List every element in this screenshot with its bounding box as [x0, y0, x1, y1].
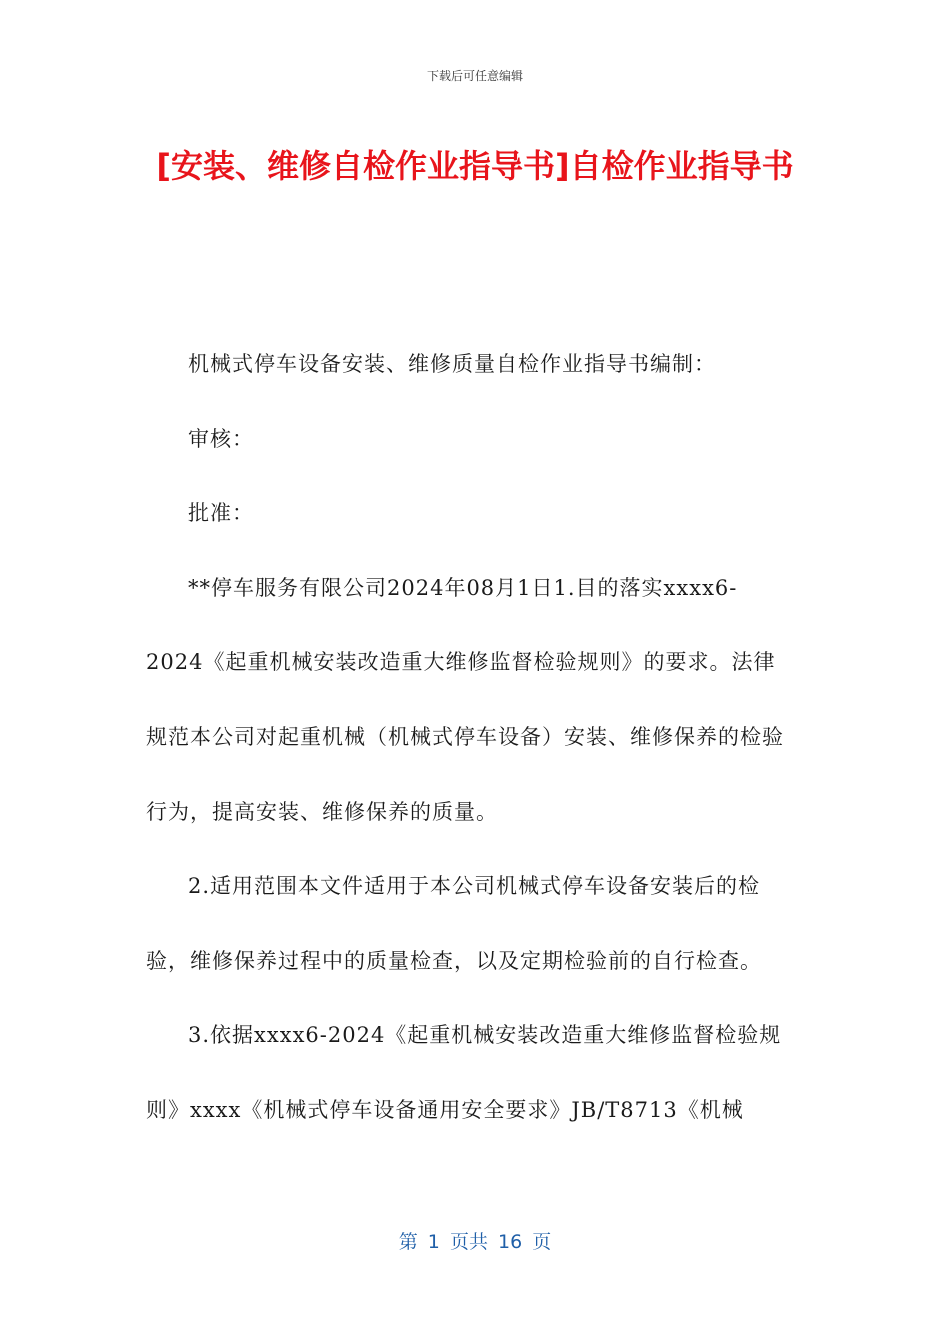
document-body [146, 327, 794, 1148]
paragraph-approve: 批准： [188, 501, 254, 526]
footer-page-suffix: 页 [532, 1231, 552, 1253]
footer-page-label: 第 [398, 1231, 418, 1253]
paragraph-scope: 2.适用范围本文件适用于本公司机械式停车设备安装后的检验，维修保养过程中的质量检查，以及定期检验前的自行检查。 [146, 874, 762, 973]
paragraph-purpose: **停车服务有限公司2024年08月1日1.目的落实xxxx6-2024《起重机械安装改造重大维修监督检验规则》的要求。法律规范本公司对起重机械（机械式停车设备）安装、维修保养的检验行为，提高安装、维修保养的质量。 [146, 575, 784, 824]
paragraph-compiler: 机械式停车设备安装、维修质量自检作业指导书编制： [188, 352, 716, 376]
paragraph-review: 审核： [188, 426, 254, 451]
footer-total-label: 页共 [449, 1231, 488, 1253]
footer-page-number: 1 [427, 1231, 440, 1253]
document-title: [安装、维修自检作业指导书]自检作业指导书 [156, 147, 794, 185]
page-footer [0, 1227, 950, 1254]
footer-total-pages: 16 [498, 1231, 523, 1253]
paragraph-basis: 3.依据xxxx6-2024《起重机械安装改造重大维修监督检验规则》xxxx《机械式停车设备通用安全要求》JB/T8713《机械 [146, 1023, 782, 1122]
header-note: 下载后可任意编辑 [426, 69, 523, 83]
